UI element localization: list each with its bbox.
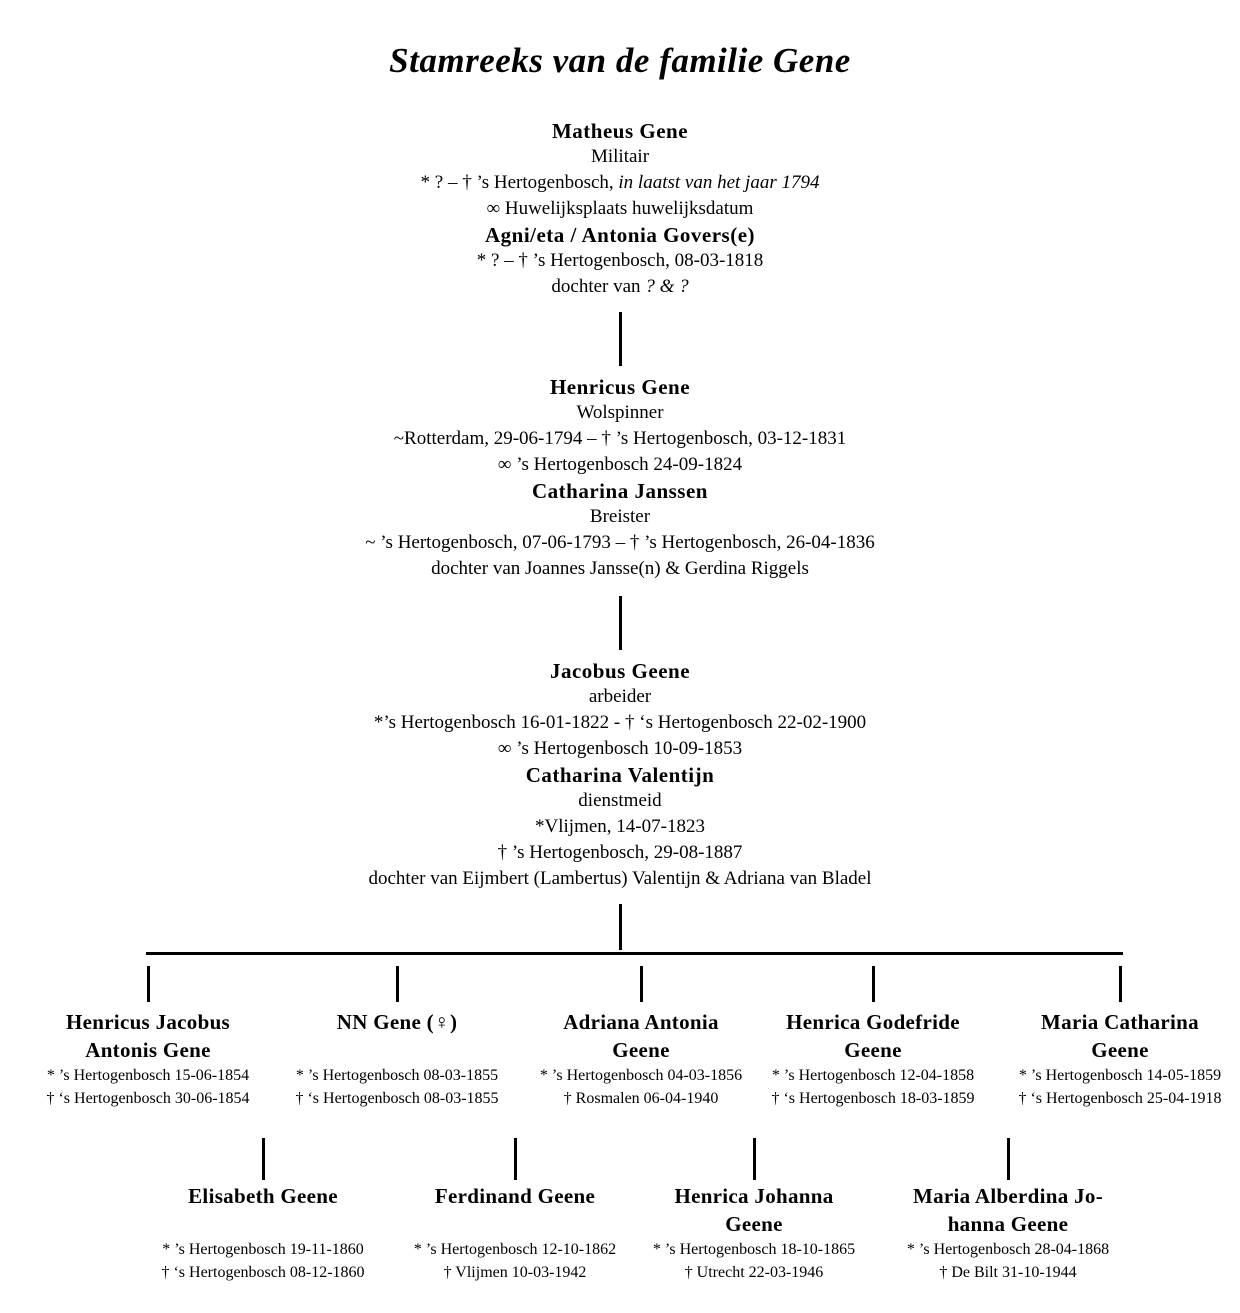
- name-line: Geene: [612, 1038, 670, 1062]
- person-card: [395, 1138, 635, 1284]
- name-line: Antonis Gene: [85, 1038, 211, 1062]
- husband-occupation: Militair: [590, 146, 650, 167]
- husband-dates: [0, 170, 1240, 196]
- name-line: hanna Geene: [947, 1212, 1069, 1236]
- siblings-bar: [146, 952, 1123, 955]
- name-line: Henrica Johanna: [674, 1184, 834, 1208]
- birth-line: * ’s Hertogenbosch 15-06-1854: [46, 1067, 250, 1084]
- person-name: [753, 1008, 993, 1064]
- wife-birth: *Vlijmen, 14-07-1823: [535, 816, 705, 837]
- death-line: † Vlijmen 10-03-1942: [443, 1264, 587, 1281]
- death-line: † ‘s Hertogenbosch 30-06-1854: [46, 1090, 250, 1107]
- wife-name: Catharina Janssen: [532, 479, 708, 503]
- wife-dates: * ? – † ’s Hertogenbosch, 08-03-1818: [476, 250, 764, 271]
- name-line: Maria Catharina: [1041, 1010, 1199, 1034]
- life-dates: [753, 1064, 993, 1110]
- person-name: [277, 1008, 517, 1064]
- name-line: Geene: [844, 1038, 902, 1062]
- wife-occupation: dienstmeid: [578, 790, 662, 811]
- life-dates: [1000, 1064, 1240, 1110]
- name-line: Henricus Jacobus: [65, 1010, 231, 1034]
- birth-line: * ’s Hertogenbosch 19-11-1860: [162, 1241, 364, 1258]
- birth-line: * ’s Hertogenbosch 18-10-1865: [652, 1241, 856, 1258]
- page-title: Stamreeks van de familie Gene: [389, 41, 851, 80]
- birth-line: * ’s Hertogenbosch 08-03-1855: [295, 1067, 499, 1084]
- descent-line: [619, 596, 622, 650]
- person-card: [1000, 966, 1240, 1110]
- name-line: Ferdinand Geene: [434, 1184, 596, 1208]
- connector-line: [147, 966, 150, 1002]
- husband-name: Jacobus Geene: [549, 659, 691, 683]
- wife-name: Catharina Valentijn: [525, 763, 715, 787]
- life-dates: [28, 1064, 268, 1110]
- wife-parents: dochter van Joannes Jansse(n) & Gerdina Riggels: [431, 558, 809, 579]
- husband-dates: ~Rotterdam, 29-06-1794 – † ’s Hertogenbosch, 03-12-1831: [393, 428, 847, 449]
- person-card: [277, 966, 517, 1110]
- life-dates: [634, 1238, 874, 1284]
- generation-block-3: [0, 658, 1240, 892]
- name-line: Henrica Godefride: [786, 1010, 960, 1034]
- person-card: [28, 966, 268, 1110]
- person-name: [28, 1008, 268, 1064]
- life-dates: [888, 1238, 1128, 1284]
- husband-occupation: Wolspinner: [576, 402, 664, 423]
- husband-name: Matheus Gene: [551, 119, 689, 143]
- death-line: † De Bilt 31-10-1944: [939, 1264, 1077, 1281]
- death-line: † ‘s Hertogenbosch 25-04-1918: [1018, 1090, 1222, 1107]
- name-line: Adriana Antonia: [563, 1010, 719, 1034]
- generation-block-2: [0, 374, 1240, 582]
- person-name: [143, 1182, 383, 1238]
- connector-line: [514, 1138, 517, 1180]
- name-line: Maria Alberdina Jo-: [912, 1184, 1104, 1208]
- generation-block-1: [0, 118, 1240, 300]
- husband-name: Henricus Gene: [549, 375, 691, 399]
- marriage-line: ∞ Huwelijksplaats huwelijksdatum: [486, 198, 754, 219]
- person-name: [634, 1182, 874, 1238]
- person-card: [753, 966, 993, 1110]
- birth-line: * ’s Hertogenbosch 12-10-1862: [413, 1241, 617, 1258]
- person-name: [888, 1182, 1128, 1238]
- birth-line: * ’s Hertogenbosch 12-04-1858: [771, 1067, 975, 1084]
- wife-parents: dochter van Eijmbert (Lambertus) Valentijn & Adriana van Bladel: [368, 868, 872, 889]
- connector-line: [1007, 1138, 1010, 1180]
- connector-line: [262, 1138, 265, 1180]
- life-dates: [521, 1064, 761, 1110]
- connector-line: [872, 966, 875, 1002]
- life-dates: [395, 1238, 635, 1284]
- descent-line: [619, 904, 622, 950]
- person-card: [888, 1138, 1128, 1284]
- life-dates: [277, 1064, 517, 1110]
- name-line: Geene: [725, 1212, 783, 1236]
- death-line: † ‘s Hertogenbosch 08-12-1860: [161, 1264, 365, 1281]
- marriage-line: ∞ ’s Hertogenbosch 24-09-1824: [497, 454, 743, 475]
- birth-line: * ’s Hertogenbosch 14-05-1859: [1018, 1067, 1222, 1084]
- death-line: † Utrecht 22-03-1946: [684, 1264, 824, 1281]
- connector-line: [1119, 966, 1122, 1002]
- birth-line: * ’s Hertogenbosch 04-03-1856: [539, 1067, 743, 1084]
- birth-line: * ’s Hertogenbosch 28-04-1868: [906, 1241, 1110, 1258]
- wife-death: † ’s Hertogenbosch, 29-08-1887: [497, 842, 743, 863]
- marriage-line: ∞ ’s Hertogenbosch 10-09-1853: [497, 738, 743, 759]
- death-line: † ‘s Hertogenbosch 18-03-1859: [771, 1090, 975, 1107]
- person-name: [1000, 1008, 1240, 1064]
- person-name: [521, 1008, 761, 1064]
- person-card: [521, 966, 761, 1110]
- wife-dates: ~ ’s Hertogenbosch, 07-06-1793 – † ’s Hertogenbosch, 26-04-1836: [365, 532, 875, 553]
- dates-italic-text: in laatst van het jaar 1794: [618, 172, 820, 193]
- death-line: † Rosmalen 06-04-1940: [563, 1090, 719, 1107]
- wife-parents: [0, 274, 1240, 300]
- name-line: Geene: [1091, 1038, 1149, 1062]
- dates-text: * ? – † ’s Hertogenbosch,: [420, 172, 619, 193]
- name-line: NN Gene (♀): [336, 1010, 458, 1034]
- life-dates: [143, 1238, 383, 1284]
- person-name: [395, 1182, 635, 1238]
- person-card: [634, 1138, 874, 1284]
- wife-occupation: Breister: [589, 506, 651, 527]
- connector-line: [396, 966, 399, 1002]
- connector-line: [640, 966, 643, 1002]
- connector-line: [753, 1138, 756, 1180]
- death-line: † ‘s Hertogenbosch 08-03-1855: [295, 1090, 499, 1107]
- husband-dates: *’s Hertogenbosch 16-01-1822 - † ‘s Hertogenbosch 22-02-1900: [373, 712, 867, 733]
- person-card: [143, 1138, 383, 1284]
- wife-name: Agni/eta / Antonia Govers(e): [484, 223, 756, 247]
- parents-italic-text: ? & ?: [645, 276, 689, 297]
- descent-line: [619, 312, 622, 366]
- parents-text: dochter van: [551, 276, 646, 297]
- husband-occupation: arbeider: [588, 686, 652, 707]
- name-line: Elisabeth Geene: [188, 1184, 338, 1208]
